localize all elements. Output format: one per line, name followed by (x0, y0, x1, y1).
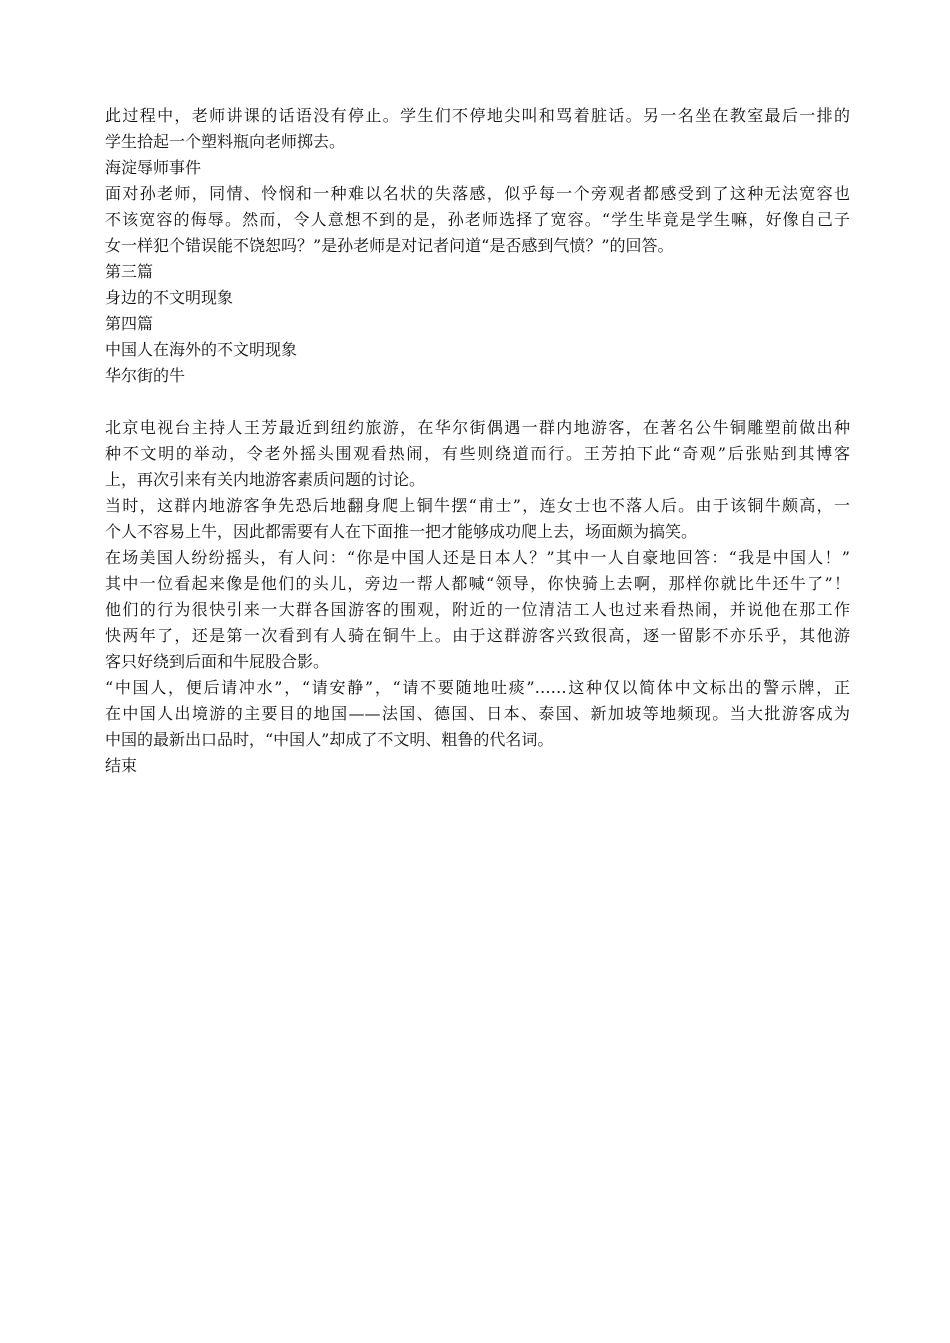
paragraph-line: 他们的行为很快引来一大群各国游客的围观，附近的一位清洁工人也过来看热闹，并说他在那工作 (105, 600, 850, 619)
blank-line (105, 389, 850, 415)
section-heading: 第三篇 (105, 262, 154, 281)
paragraph-line: 学生拾起一个塑料瓶向老师掷去。 (105, 132, 346, 151)
paragraph-line: 女一样犯个错误能不饶恕吗？”是孙老师是对记者问道“是否感到气愤？”的回答。 (105, 236, 674, 255)
paragraph-line: 中国的最新出口品时，“中国人”却成了不文明、粗鲁的代名词。 (105, 730, 554, 749)
section-heading: 海淀辱师事件 (105, 158, 202, 177)
paragraph-line: 在中国人出境游的主要目的地国——法国、德国、日本、泰国、新加坡等地频现。当大批游客成为 (105, 704, 850, 723)
paragraph-line: 个人不容易上牛，因此都需要有人在下面推一把才能够成功爬上去，场面颇为搞笑。 (105, 522, 698, 541)
paragraph-line: 快两年了，还是第一次看到有人骑在铜牛上。由于这群游客兴致很高，逐一留影不亦乐乎，其他游 (105, 626, 850, 645)
section-heading: 中国人在海外的不文明现象 (105, 340, 298, 359)
section-heading: 华尔街的牛 (105, 366, 186, 385)
section-heading: 第四篇 (105, 314, 154, 333)
paragraph-line: 北京电视台主持人王芳最近到纽约旅游，在华尔街偶遇一群内地游客，在著名公牛铜雕塑前做出种 (105, 418, 850, 437)
paragraph-line: 种不文明的举动，令老外摇头围观看热闹，有些则绕道而行。王芳拍下此“奇观”后张贴到其博客 (105, 444, 850, 463)
section-heading: 身边的不文明现象 (105, 288, 234, 307)
paragraph-line: 不该宽容的侮辱。然而，令人意想不到的是，孙老师选择了宽容。“学生毕竟是学生嘛，好像自己子 (105, 210, 850, 229)
paragraph-line: 在场美国人纷纷摇头，有人问：“你是中国人还是日本人？”其中一人自豪地回答：“我是中国人！” (105, 548, 850, 567)
paragraph-line: 客只好绕到后面和牛屁股合影。 (105, 652, 330, 671)
paragraph-line: 当时，这群内地游客争先恐后地翻身爬上铜牛摆“甫士”，连女士也不落人后。由于该铜牛颇高，一 (105, 496, 850, 515)
paragraph-line: 此过程中，老师讲课的话语没有停止。学生们不停地尖叫和骂着脏话。另一名坐在教室最后一排的 (105, 106, 850, 125)
paragraph-line: 面对孙老师，同情、怜悯和一种难以名状的失落感，似乎每一个旁观者都感受到了这种无法宽容也 (105, 184, 850, 203)
paragraph-line: 上，再次引来有关内地游客素质问题的讨论。 (105, 470, 426, 489)
document-page (105, 103, 850, 779)
section-heading: 结束 (105, 756, 138, 775)
paragraph-line: “中国人，便后请冲水”，“请安静”，“请不要随地吐痰”……这种仅以简体中文标出的警示牌，正 (105, 678, 850, 697)
paragraph-line: 其中一位看起来像是他们的头儿，旁边一帮人都喊“领导，你快骑上去啊，那样你就比牛还牛了”！ (105, 574, 850, 593)
